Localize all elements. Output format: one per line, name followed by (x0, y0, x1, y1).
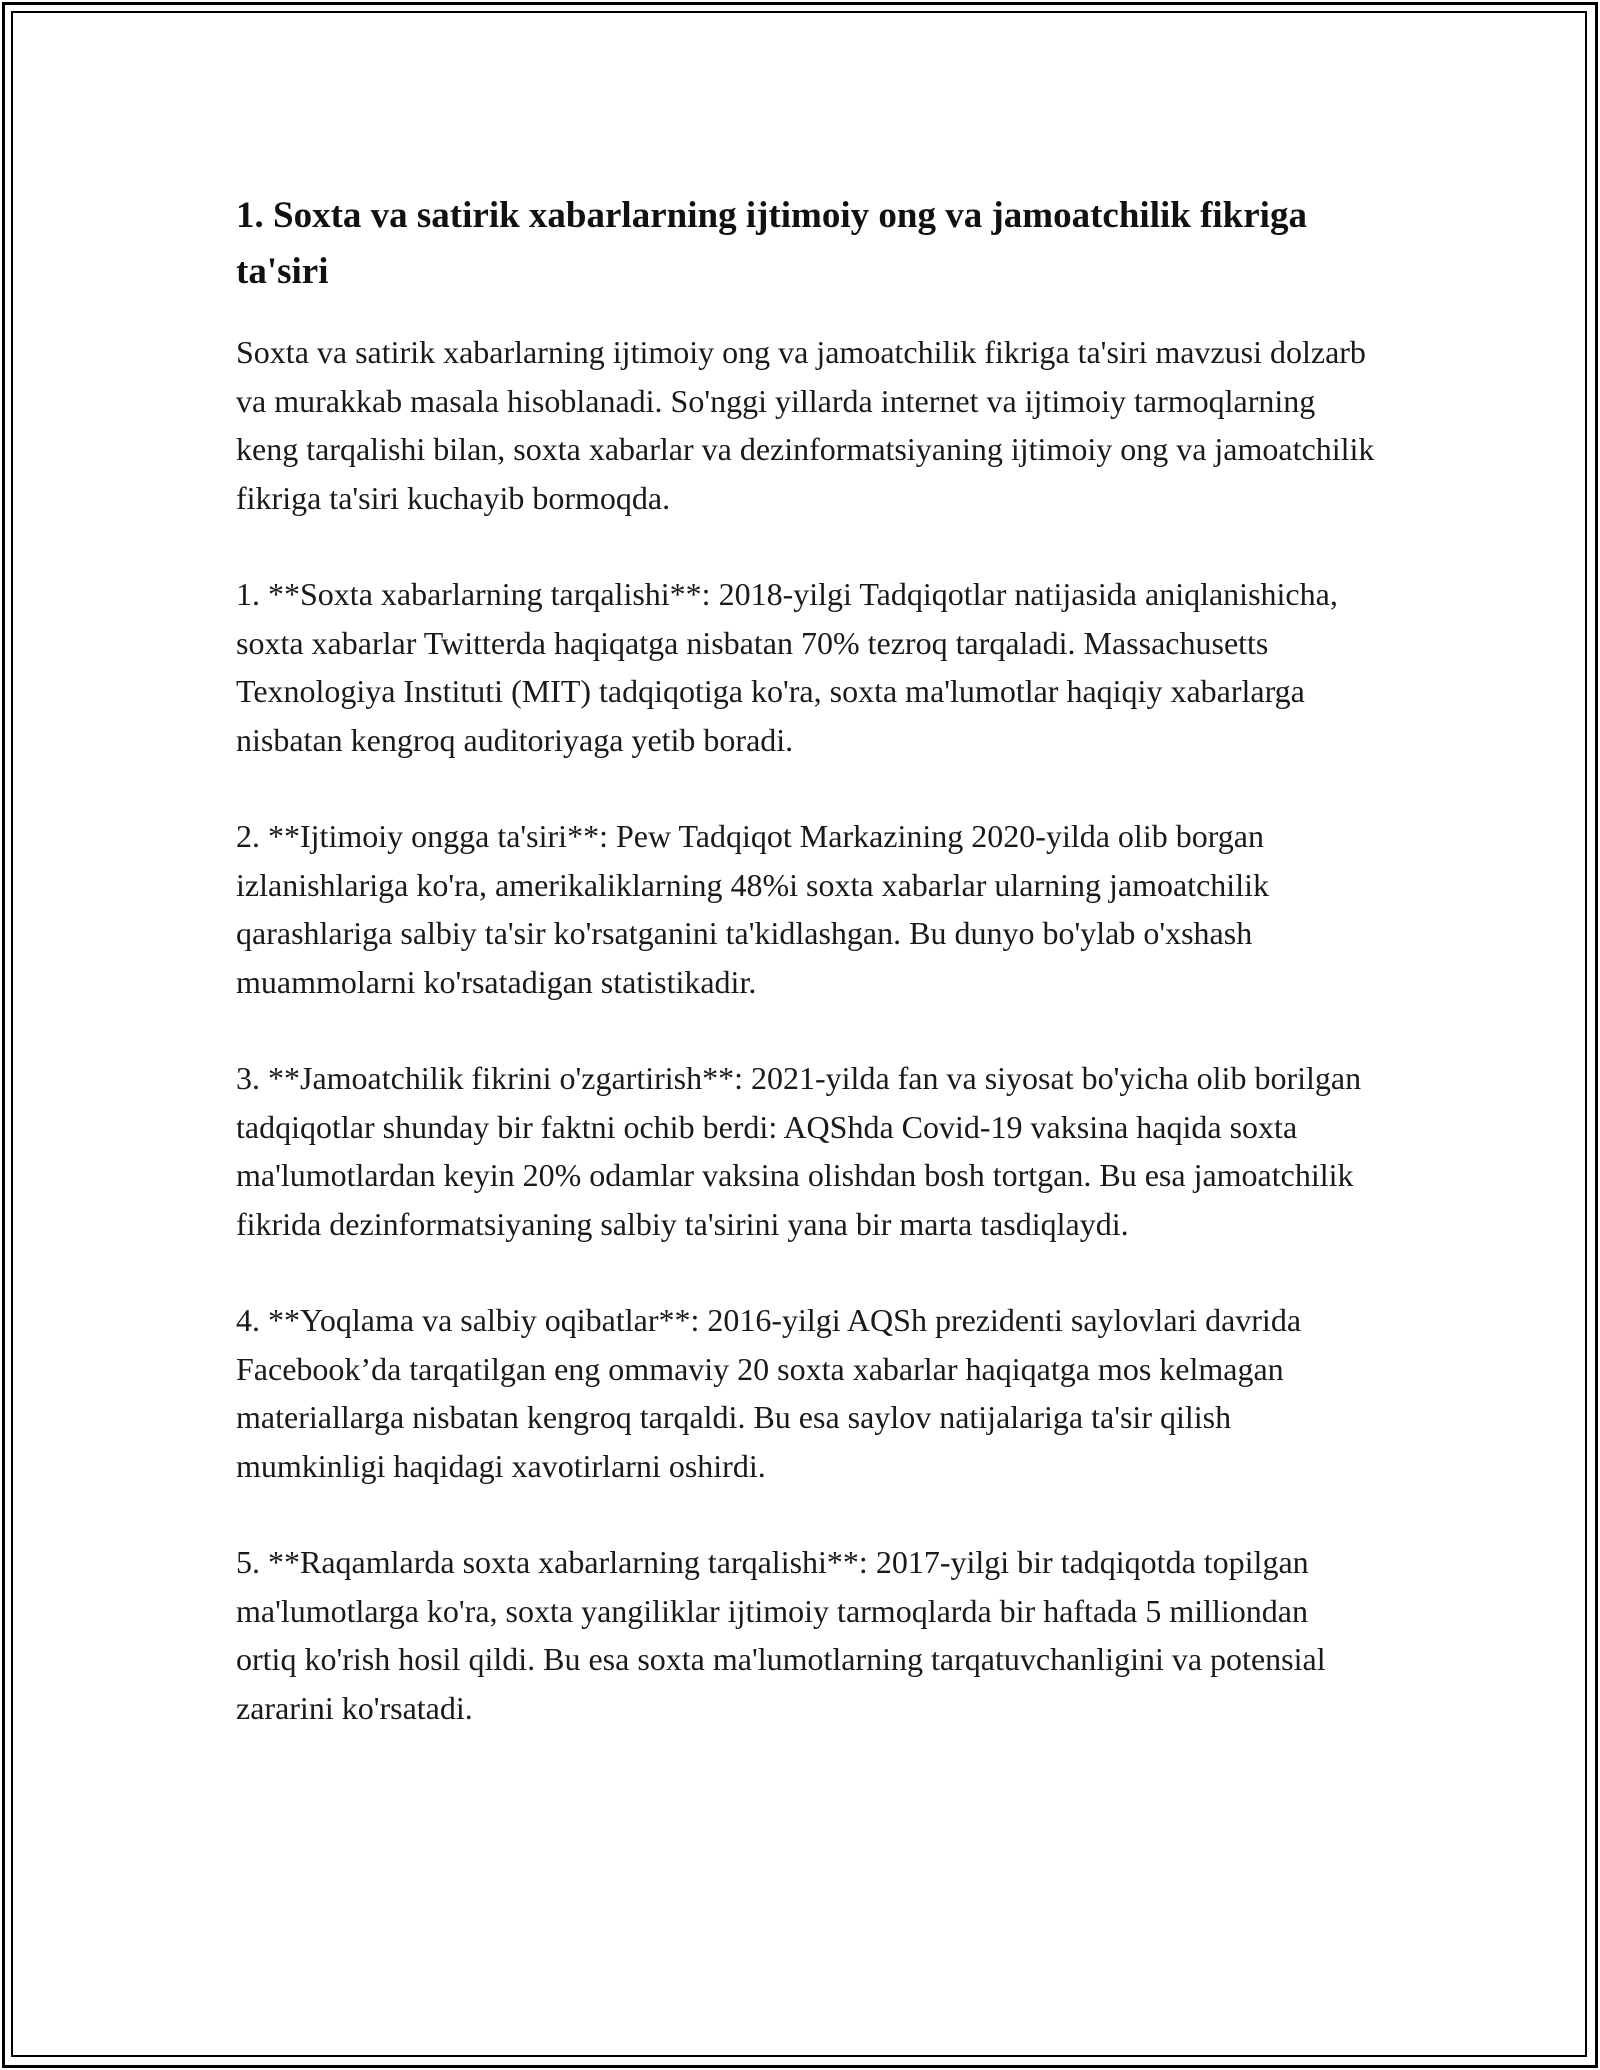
point-paragraph-1: 1. **Soxta xabarlarning tarqalishi**: 2018-yilgi Tadqiqotlar natijasida aniqlanishicha, soxta xabarlar Twitterda haqiqatga nisbatan 70% tezroq tarqaladi. Massachusetts Texnologiya Instituti (MIT) tadqiqotiga ko'ra, soxta ma'lumotlar haqiqiy xabarlarga nisbatan kengroq auditoriyaga yetib boradi. (236, 576, 1338, 758)
point-paragraph-5: 5. **Raqamlarda soxta xabarlarning tarqalishi**: 2017-yilgi bir tadqiqotda topilgan ma'lumotlarga ko'ra, soxta yangiliklar ijtimoiy tarmoqlarda bir haftada 5 milliondan ortiq ko'rish hosil qildi. Bu esa soxta ma'lumotlarning tarqatuvchanligini va potensial zararini ko'rsatadi. (236, 1544, 1326, 1726)
point-paragraph-4: 4. **Yoqlama va salbiy oqibatlar**: 2016-yilgi AQSh prezidenti saylovlari davrida Facebook’da tarqatilgan eng ommaviy 20 soxta xabarlar haqiqatga mos kelmagan materiallarga nisbatan kengroq tarqaldi. Bu esa saylov natijalariga ta'sir qilish mumkinligi haqidagi xavotirlarni oshirdi. (236, 1302, 1302, 1484)
point-paragraph-2: 2. **Ijtimoiy ongga ta'siri**: Pew Tadqiqot Markazining 2020-yilda olib borgan izlanishlariga ko'ra, amerikaliklarning 48%i soxta xabarlar ularning jamoatchilik qarashlariga salbiy ta'sir ko'rsatganini ta'kidlashgan. Bu dunyo bo'ylab o'xshash muammolarni ko'rsatadigan statistikadir. (236, 818, 1269, 1000)
intro-paragraph: Soxta va satirik xabarlarning ijtimoiy ong va jamoatchilik fikriga ta'siri mavzusi dolzarb va murakkab masala hisoblanadi. So'nggi yillarda internet va ijtimoiy tarmoqlarning keng tarqalishi bilan, soxta xabarlar va dezinformatsiyaning ijtimoiy ong va jamoatchilik fikriga ta'siri kuchayib bormoqda. (236, 334, 1375, 516)
document-body (236, 188, 1376, 1780)
document-title: 1. Soxta va satirik xabarlarning ijtimoiy ong va jamoatchilik fikriga ta'siri (236, 195, 1307, 292)
point-paragraph-3: 3. **Jamoatchilik fikrini o'zgartirish**: 2021-yilda fan va siyosat bo'yicha olib borilgan tadqiqotlar shunday bir faktni ochib berdi: AQShda Covid-19 vaksina haqida soxta ma'lumotlardan keyin 20% odamlar vaksina olishdan bosh tortgan. Bu esa jamoatchilik fikrida dezinformatsiyaning salbiy ta'sirini yana bir marta tasdiqlaydi. (236, 1060, 1362, 1242)
